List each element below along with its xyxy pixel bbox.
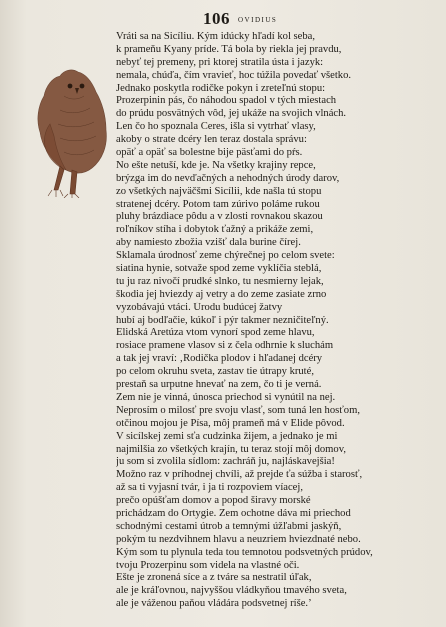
poem-text xyxy=(116,31,432,611)
text-line: Len čo ho spoznala Ceres, išla si vytrhať vlasy, xyxy=(116,121,316,133)
text-line: vyzobávajú vtáci. Úrodu budúcej žatvy xyxy=(116,301,283,313)
text-line: do prúdu posvätných vôd, jej ukáže na svojich vlnách. xyxy=(116,108,347,120)
text-line: Kým som tu plynula teda tou temnotou podsvetných prúdov, xyxy=(116,546,373,558)
text-line: prečo opúšťam domov a popod širavy morské xyxy=(116,495,311,507)
owl-illustration-icon xyxy=(20,66,112,198)
text-line: Ešte je zronená síce a z tváre sa nestratil úľak, xyxy=(116,572,312,584)
text-line: po celom okruhu sveta, zastav tie útrapy kruté, xyxy=(116,366,314,378)
page-header xyxy=(0,9,446,29)
text-line: Sklamala úrodnosť zeme chýrečnej po celom svete: xyxy=(116,250,335,262)
text-line: Možno raz v príhodnej chvíli, až prejde ťa súžba i starosť, xyxy=(116,469,363,481)
text-line: ale je kráľovnou, najvyššou vládkyňou tmavého sveta, xyxy=(116,585,347,597)
text-line: tvoju Prozerpinu som videla na vlastné oči. xyxy=(116,559,300,571)
text-line: otčinou mojou je Písa, môj prameň má v Elide pôvod. xyxy=(116,417,345,429)
text-line: rosiace pramene vlasov si z čela odhrnie k sluchám xyxy=(116,340,334,352)
text-line: stratenej dcéry. Potom tam zúrivo poláme rukou xyxy=(116,198,320,210)
text-line: roľníkov stíha i dobytok ťažný a prikáže zemi, xyxy=(116,224,314,236)
text-line: pluhy brázdiace pôdu a v zlosti rovnakou skazou xyxy=(116,211,323,223)
text-line: nebyť tej premeny, pri ktorej stratila ústa i jazyk: xyxy=(116,56,324,68)
text-line: hubí aj bodľačie, kúkoľ i pýr takmer nezničiteľný. xyxy=(116,314,329,326)
text-line: Prozerpinin pás, čo náhodou spadol v tých miestach xyxy=(116,95,337,107)
page-number: 106 xyxy=(203,9,230,28)
text-line: pokým tu nezdvihnem hlavu a neuzriem hviezdnaté nebo. xyxy=(116,533,361,545)
text-line: Jednako poskytla rodičke pokyn i zreteľnú stopu: xyxy=(116,82,326,94)
text-line: siatina hynie, sotvaže spod zeme vyklíčia steblá, xyxy=(116,263,322,275)
text-line: k prameňu Kyany príde. Tá bola by riekla jej pravdu, xyxy=(116,43,342,55)
text-line: škodia jej hviezdy aj vetry a do zeme zasiate zrno xyxy=(116,288,327,300)
text-line: akoby o strate dcéry len teraz dostala správu: xyxy=(116,134,307,146)
text-line: Zem nie je vinná, únosca priechod si vynútil na nej. xyxy=(116,391,336,403)
running-head: OVIDIUS xyxy=(238,16,278,24)
text-line: prestaň sa urputne hnevať na zem, čo ti je verná. xyxy=(116,379,322,391)
text-line: tu ju raz nivočí prudké slnko, tu nesmierny lejak, xyxy=(116,275,324,287)
text-line: a tak jej vraví: ‚Rodička plodov i hľadanej dcéry xyxy=(116,353,323,365)
text-line: Elidská Aretúza vtom vynorí spod zeme hlavu, xyxy=(116,327,315,339)
text-line: Vráti sa na Sicíliu. Kým idúcky hľadí kol seba, xyxy=(116,31,316,42)
text-line: No ešte netuší, kde je. Na všetky krajiny repce, xyxy=(116,159,316,171)
text-line: nemala, chúďa, čím vravieť, hoc túžila povedať všetko. xyxy=(116,69,352,81)
text-line: prichádzam do Ortygie. Zem ochotne dáva mi priechod xyxy=(116,507,351,519)
text-line: až sa ti vyjasní tvár, i ja ti rozpoviem víacej, xyxy=(116,482,303,494)
text-line: Neprosím o milosť pre svoju vlasť, som tuná len hosťom, xyxy=(116,404,360,416)
text-line: najmilšia zo všetkých krajín, tu teraz stojí môj domov, xyxy=(116,443,346,455)
text-line: opäť a opäť sa bolestne bije päsťami do pŕs. xyxy=(116,147,303,159)
text-line: V sicílskej zemi sťa cudzinka žijem, a jednako je mi xyxy=(116,430,338,442)
text-line: ju som si zvolila sídlom: zachráň ju, najláskavejšia! xyxy=(116,456,335,468)
text-line: aby namiesto zbožia vzišť dala burine čírej. xyxy=(116,237,301,249)
text-line: ale je váženou paňou vládára podsvetnej ríše.’ xyxy=(116,598,312,610)
text-line: zo všetkých najväčšmi Sicílii, kde našla tú stopu xyxy=(116,185,322,197)
text-line: brýzga im do nevďačných a nehodných úrody darov, xyxy=(116,172,340,184)
text-line: schodnými cestami útrob a temnými úžľabmi jaskýň, xyxy=(116,520,342,532)
